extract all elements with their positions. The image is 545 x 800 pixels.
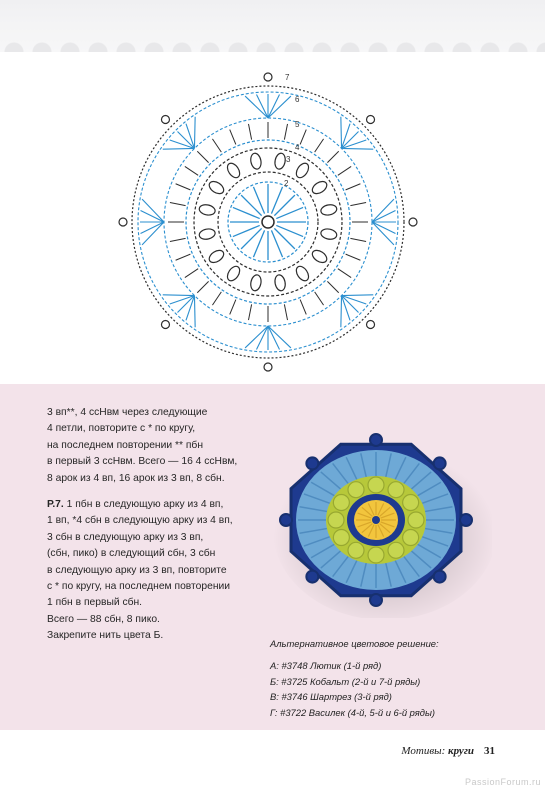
chart-stitch-tr	[170, 238, 186, 241]
colorway-item: А: #3748 Лютик (1-й ряд)	[270, 659, 382, 671]
chart-stitch-tr	[230, 300, 236, 315]
round-number-5: 5	[295, 120, 300, 129]
chart-stitch-tr	[338, 269, 351, 278]
crochet-motif-photo	[262, 428, 492, 618]
motif-picot	[460, 514, 472, 526]
page-footer	[335, 745, 495, 757]
chart-stitch-tr	[185, 166, 198, 175]
chart-stitch-tr	[197, 151, 208, 162]
chart-stitch-tr	[350, 202, 366, 205]
chart-stitch-tr	[284, 124, 287, 140]
chart-stitch-fan	[163, 148, 195, 149]
chart-bobble	[249, 274, 262, 292]
chart-stitch-tr	[350, 238, 366, 241]
chart-stitch-fan	[194, 117, 195, 149]
watermark: PassionForum.ru	[464, 777, 541, 787]
chart-stitch-fan	[256, 95, 268, 118]
chart-stitch-tr	[346, 254, 361, 260]
chart-picot	[161, 115, 169, 123]
round-label: Р.7.	[47, 499, 64, 511]
colorway-item: Б: #3725 Кобальт (2-й и 7-й ряды)	[270, 675, 421, 687]
pattern-instructions	[47, 405, 262, 645]
motif-picot	[434, 571, 446, 583]
chart-stitch-tr	[248, 124, 251, 140]
motif-bobble	[333, 495, 349, 511]
chart-stitch-fan	[268, 96, 291, 118]
lace-header-decoration	[0, 0, 545, 52]
chart-picot	[264, 73, 272, 81]
chart-stitch-fan	[342, 295, 374, 296]
chart-stitch-tr	[327, 281, 338, 292]
instruction-line: 3 сбн в следующую арку из 3 вп,	[47, 531, 204, 543]
chart-stitch-tr	[346, 184, 361, 190]
motif-bobble	[328, 512, 344, 528]
motif-bobble	[368, 547, 384, 563]
motif-bobble	[388, 542, 404, 558]
chart-stitch-fan	[141, 210, 164, 222]
chart-round-4	[186, 140, 350, 304]
chart-stitch-tr	[176, 184, 191, 190]
chart-bobble	[198, 203, 216, 216]
chart-picot	[161, 321, 169, 329]
chart-bobble	[320, 203, 338, 216]
instruction-line: 1 пбн в первый сбн.	[47, 597, 143, 609]
chart-center-ring	[262, 216, 274, 228]
page-number: 31	[484, 745, 495, 757]
chart-stitch-fan	[141, 222, 164, 234]
round-number-3: 3	[286, 155, 291, 164]
chart-stitch-tr	[248, 304, 251, 320]
round-number-6: 6	[295, 95, 300, 104]
chart-stitch-fan	[372, 222, 395, 234]
motif-picot	[306, 571, 318, 583]
alternative-colorway	[270, 636, 530, 721]
instruction-line: 1 вп, *4 сбн в следующую арку из 4 вп,	[47, 515, 233, 527]
chart-picot	[119, 218, 127, 226]
section-name: Мотивы:	[401, 745, 448, 757]
chart-picot	[367, 321, 375, 329]
round-number-4: 4	[295, 143, 300, 152]
chart-bobble	[225, 161, 242, 180]
chart-stitch-fan	[372, 210, 395, 222]
chart-picot	[264, 363, 272, 371]
chart-stitch-tr	[315, 292, 324, 305]
crochet-chart-diagram	[90, 60, 450, 380]
motif-picot	[306, 457, 318, 469]
chart-stitch-fan	[341, 117, 342, 149]
chart-picot	[409, 218, 417, 226]
instruction-line: с * по кругу, на последнем повторении	[47, 581, 231, 593]
chart-bobble	[320, 228, 338, 241]
chart-stitch-tr	[327, 151, 338, 162]
instruction-line: 1 пбн в следующую арку из 4 вп,	[63, 499, 224, 511]
chart-stitch-fan	[372, 222, 394, 245]
chart-stitch-fan	[342, 148, 374, 149]
chart-bobble	[294, 264, 311, 283]
chart-stitch-tr	[315, 139, 324, 152]
instruction-line: в первый 3 ссНвм. Всего — 16 4 ссНвм,	[47, 456, 238, 468]
round-number-2: 2	[284, 179, 289, 188]
motif-bobble	[403, 530, 419, 546]
chart-stitch-fan	[341, 296, 342, 328]
chart-stitch-fan	[268, 326, 291, 348]
chart-stitch-tr	[300, 300, 306, 315]
chart-round-3	[194, 148, 342, 296]
chart-stitch-tr	[212, 292, 221, 305]
instruction-line: Закрепите нить цвета Б.	[47, 630, 164, 642]
chart-stitch-tr	[176, 254, 191, 260]
chart-stitch-fan	[142, 199, 164, 222]
colorway-item: Г: #3722 Василек (4-й, 5-й и 6-й ряды)	[270, 707, 436, 719]
chart-bobble	[274, 152, 287, 170]
motif-picot	[370, 434, 382, 446]
chart-stitch-fan	[245, 326, 268, 348]
instruction-line: 8 арок из 4 вп, 16 арок из 3 вп, 8 сбн.	[47, 472, 225, 484]
motif-bobble	[333, 530, 349, 546]
motif-center-hole	[372, 516, 380, 524]
chart-stitch-fan	[194, 296, 195, 328]
chart-bobble	[198, 228, 216, 241]
chart-stitch-tr	[338, 166, 351, 175]
motif-picot	[370, 594, 382, 606]
chart-stitch-tr	[284, 304, 287, 320]
chart-stitch-tr	[300, 130, 306, 145]
chart-bobble	[294, 161, 311, 180]
instruction-line: Всего — 88 сбн, 8 пико.	[47, 613, 160, 625]
colorway-item: В: #3746 Шартрез (3-й ряд)	[270, 691, 392, 703]
instruction-line: на последнем повторении ** пбн	[47, 439, 204, 451]
chart-stitch-fan	[256, 326, 268, 349]
instruction-line: 4 петли, повторите с * по кругу,	[47, 423, 196, 435]
motif-bobble	[408, 512, 424, 528]
chart-stitch-tr	[230, 130, 236, 145]
motif-bobble	[403, 495, 419, 511]
motif-bobble	[348, 542, 364, 558]
motif-bobble	[388, 482, 404, 498]
chart-bobble	[274, 274, 287, 292]
motif-picot	[434, 457, 446, 469]
round-7-first-line	[47, 497, 262, 513]
chart-bobble	[310, 248, 329, 265]
chart-stitch-tr	[170, 202, 186, 205]
chart-round-6	[164, 118, 372, 326]
chart-bobble	[310, 179, 329, 196]
instruction-line: (сбн, пико) в следующий сбн, 3 сбн	[47, 548, 216, 560]
section-name-bold: круги	[448, 745, 474, 757]
chart-stitch-tr	[185, 269, 198, 278]
chart-stitch-fan	[268, 326, 280, 349]
chart-stitch-fan	[372, 199, 394, 222]
chart-bobble	[207, 179, 226, 196]
motif-bobble	[368, 477, 384, 493]
motif-bobble	[348, 482, 364, 498]
chart-stitch-tr	[212, 139, 221, 152]
alternative-heading: Альтернативное цветовое решение:	[270, 638, 439, 649]
round-number-7: 7	[285, 73, 290, 82]
chart-bobble	[225, 264, 242, 283]
instruction-line: в следующую арку из 3 вп, повторите	[47, 564, 227, 576]
chart-stitch-tr	[197, 281, 208, 292]
motif-picot	[280, 514, 292, 526]
chart-stitch-fan	[268, 95, 280, 118]
chart-bobble	[249, 152, 262, 170]
chart-stitch-fan	[163, 295, 195, 296]
chart-stitch-fan	[142, 222, 164, 245]
instruction-line: 3 вп**, 4 ссНвм через следующие	[47, 407, 208, 418]
chart-stitch-fan	[245, 96, 268, 118]
chart-bobble	[207, 248, 226, 265]
chart-picot	[367, 115, 375, 123]
